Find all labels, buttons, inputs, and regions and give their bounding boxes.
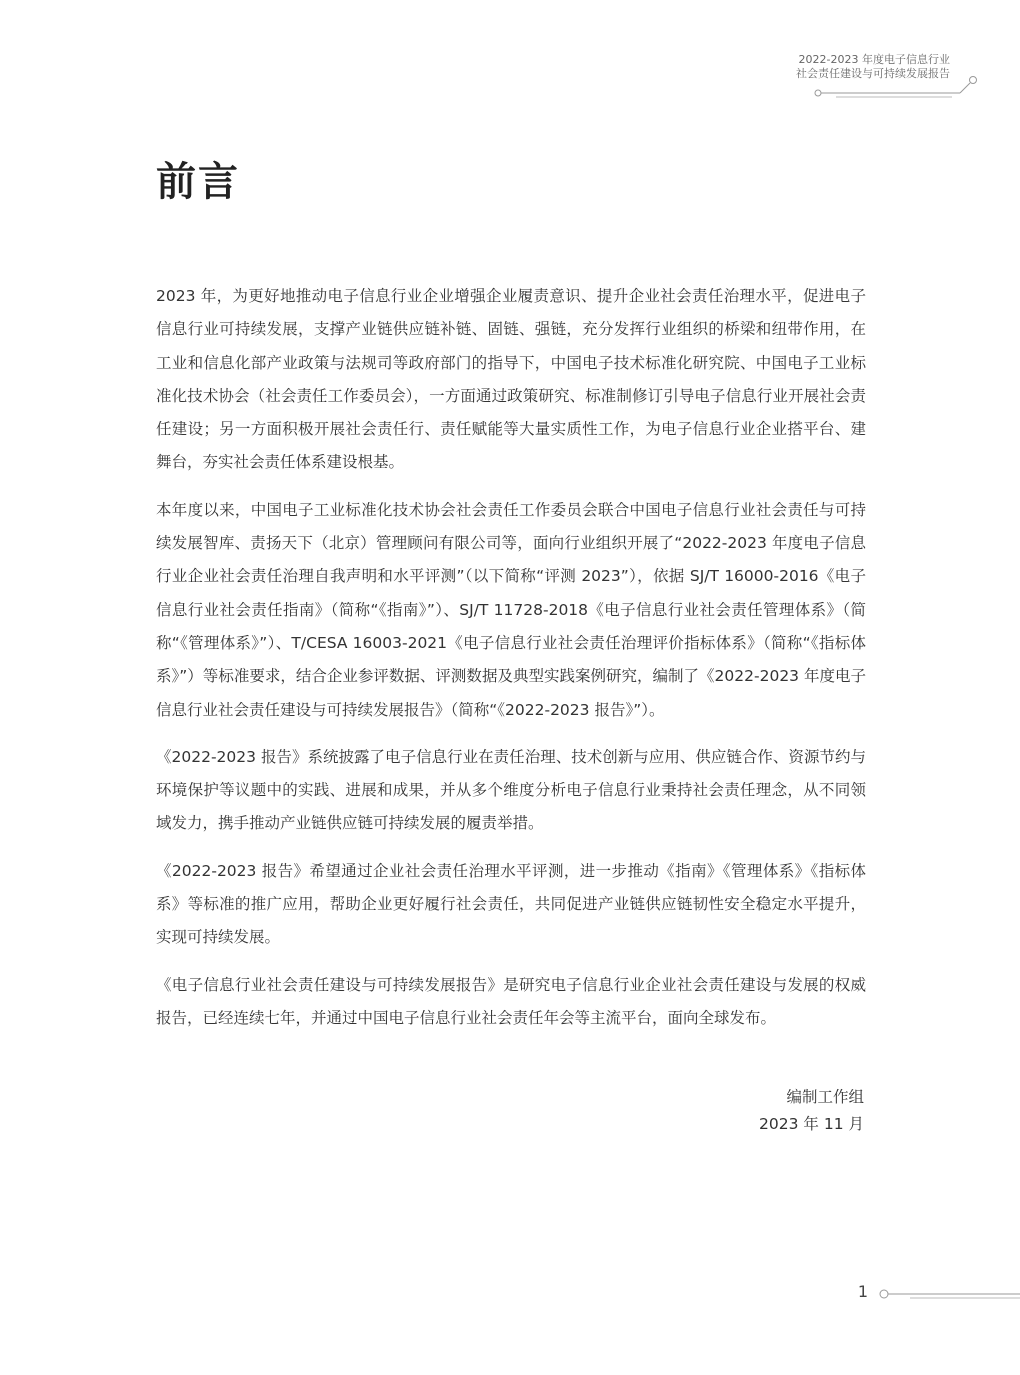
paragraph-3: 《2022-2023 报告》系统披露了电子信息行业在责任治理、技术创新与应用、供应链合作、资源节约与环境保护等议题中的实践、进展和成果，并从多个维度分析电子信息行业秉持社会责任理念，从不同领域发力，携手推动产业链供应链可持续发展的履责举措。 <box>156 747 866 833</box>
header-title-line-2: 社会责任建设与可持续发展报告 <box>796 67 950 80</box>
page-title: 前言 <box>156 159 240 205</box>
header-title-line-1: 2022-2023 年度电子信息行业 <box>798 53 950 66</box>
header-circuit-decoration-icon <box>812 74 982 102</box>
paragraph-5: 《电子信息行业社会责任建设与可持续发展报告》是研究电子信息行业企业社会责任建设与发展的权威报告，已经连续七年，并通过中国电子信息行业社会责任年会等主流平台，面向全球发布。 <box>156 975 866 1027</box>
paragraph-4: 《2022-2023 报告》希望通过企业社会责任治理水平评测，进一步推动《指南》《管理体系》《指标体系》等标准的推广应用，帮助企业更好履行社会责任，共同促进产业链供应链韧性安全稳定水平提升，实现可持续发展。 <box>156 861 866 947</box>
signature-date: 2023 年 11 月 <box>759 1115 864 1133</box>
page-number: 1 <box>857 1282 868 1301</box>
foreword-body <box>156 280 866 1049</box>
paragraph-1: 2023 年，为更好地推动电子信息行业企业增强企业履责意识、提升企业社会责任治理水平，促进电子信息行业可持续发展，支撑产业链供应链补链、固链、强链，充分发挥行业组织的桥梁和纽带作用，在工业和信息化部产业政策与法规司等政府部门的指导下，中国电子技术标准化研究院、中国电子工业标准化技术协会（社会责任工作委员会），一方面通过政策研究、标准制修订引导电子信息行业开展社会责任建设；另一方面积极开展社会责任行、责任赋能等大量实质性工作，为电子信息行业企业搭平台、建舞台，夯实社会责任体系建设根基。 <box>156 287 866 472</box>
paragraph-2: 本年度以来，中国电子工业标准化技术协会社会责任工作委员会联合中国电子信息行业社会责任与可持续发展智库、责扬天下（北京）管理顾问有限公司等，面向行业组织开展了“2022-2023 年度电子信息行业企业社会责任治理自我声明和水平评测”（以下简称“评测 2023”），依据 SJ/T 16000-2016《电子信息行业社会责任指南》（简称“《指南》”）、SJ/T 11728-2018《电子信息行业社会责任管理体系》（简称“《管理体系》”）、T/CESA 16003-2021《电子信息行业社会责任治理评价指标体系》（简称“《指标体系》”）等标准要求，结合企业参评数据、评测数据及典型实践案例研究，编制了《2022-2023 年度电子信息行业社会责任建设与可持续发展报告》（简称“《2022-2023 报告》”）。 <box>156 500 866 719</box>
signature-block <box>759 1084 864 1138</box>
footer-circuit-decoration-icon <box>876 1287 1020 1301</box>
signature-author: 编制工作组 <box>786 1088 864 1106</box>
